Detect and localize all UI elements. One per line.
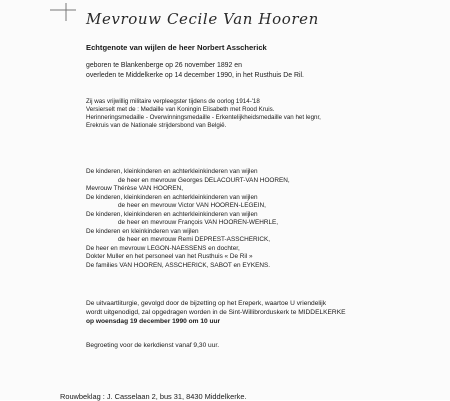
family-line: De heer en mevrouw LEGON-NAESSENS en dochter, (86, 244, 240, 252)
condolence-address: Rouwbeklag : J. Casselaan 2, bus 31, 8430 Middelkerke. (60, 392, 247, 401)
death-line: overleden te Middelkerke op 14 december 1990, in het Rusthuis De Ril. (86, 72, 304, 79)
funeral-block (86, 300, 345, 326)
cross-icon (50, 3, 76, 21)
service-block (86, 98, 321, 130)
family-line: Mevrouw Thérèse VAN HOOREN, (86, 185, 184, 192)
family-line: de heer en mevrouw François VAN HOOREN-WEHRLE, (118, 219, 279, 226)
deceased-name: Mevrouw Cecile Van Hooren (86, 10, 319, 28)
family-list (86, 168, 290, 270)
funeral-line: wordt uitgenodigd, zal opgedragen worden in de Sint-Willibrorduskerk te MIDDELKERKE (86, 308, 346, 316)
spouse-line: Echtgenote van wijlen de heer Norbert Asscherick (86, 43, 267, 52)
funeral-date-line: op woensdag 19 december 1990 om 10 uur (86, 317, 221, 325)
family-line: De kinderen, kleinkinderen en achterkleinkinderen van wijlen (86, 168, 258, 175)
family-line: de heer en mevrouw Remi DEPREST-ASSCHERICK, (118, 236, 271, 243)
birth-line: geboren te Blankenberge op 26 november 1892 en (86, 62, 242, 69)
family-line: De kinderen en kleinkinderen van wijlen (86, 227, 199, 235)
service-line: Zij was vrijwillig militaire verpleegster tijdens de oorlog 1914-'18 (86, 98, 260, 105)
family-line: Dokter Muller en het personeel van het Rusthuis « De Ril » (86, 253, 253, 260)
family-line: de heer en mevrouw Victor VAN HOOREN-LEGEIN, (118, 202, 266, 209)
family-line: De kinderen, kleinkinderen en achterkleinkinderen van wijlen (86, 210, 258, 218)
service-line: Herinneringsmedaille - Overwinningsmedaille - Erkentelijkheidsmedaille van het legnr, (86, 114, 321, 122)
family-line: de heer en mevrouw Georges DELACOURT-VAN HOOREN, (118, 176, 290, 184)
service-line: Versierselt met de : Medaille van Koningin Elisabeth met Rood Kruis. (86, 106, 275, 114)
funeral-line: De uitvaartliturgie, gevolgd door de bijzetting op het Ereperk, waartoe U vriendelijk (86, 300, 327, 307)
family-line: De families VAN HOOREN, ASSCHERICK, SABOT en EYKENS. (86, 261, 271, 269)
family-line: De kinderen, kleinkinderen en achterkleinkinderen van wijlen (86, 193, 258, 201)
service-line: Erekruis van de Nationale strijdersbond van België. (86, 122, 227, 130)
birth-death-block (86, 61, 304, 81)
greeting-line: Begroeting voor de kerkdienst vanaf 9,30 uur. (86, 342, 220, 349)
